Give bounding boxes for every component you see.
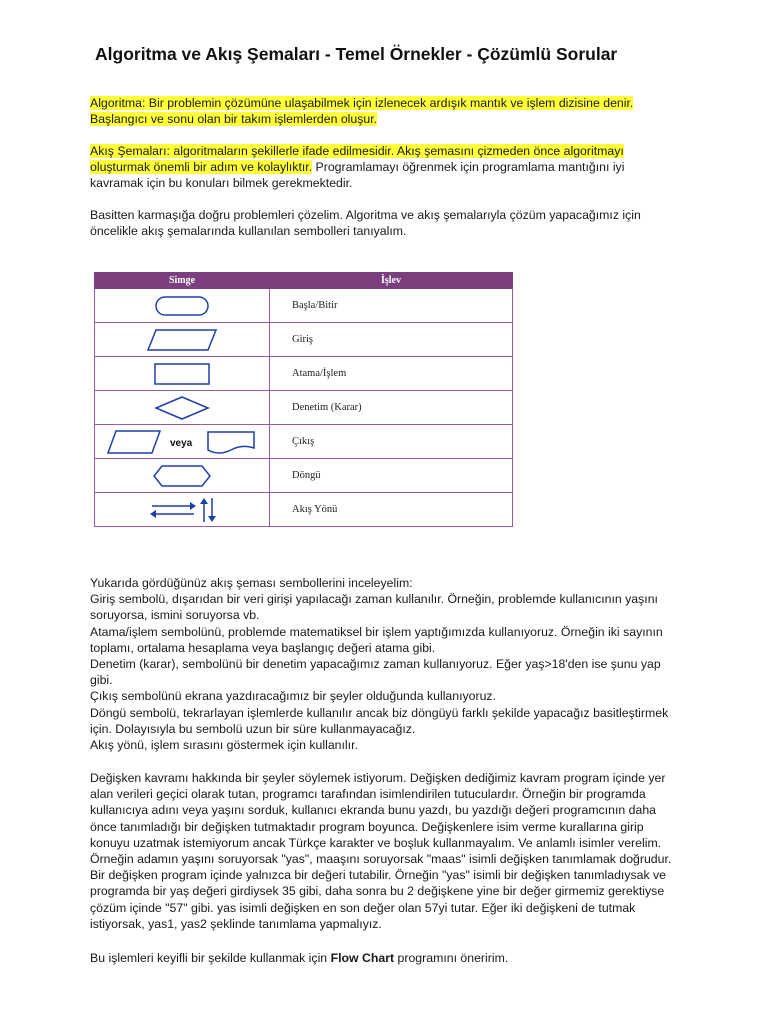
hexagon-icon	[150, 463, 214, 489]
symbol-cell	[95, 289, 270, 323]
explanation-line: Yukarıda gördüğünüz akış şeması sembollerini inceleyelim:	[90, 576, 413, 590]
symbol-cell	[95, 459, 270, 493]
paragraph-text: programını öneririm.	[394, 951, 509, 965]
function-cell: Döngü	[270, 459, 513, 493]
explanation-line: Atama/işlem sembolünü, problemde matematiksel bir işlem yaptığımızda kullanıyoruz. Örneğin iki sayının toplamı, ortalama hesaplama veya başlangıç değeri atama gibi.	[90, 624, 663, 655]
terminal-icon	[152, 294, 212, 318]
explanation-line: Döngü sembolü, tekrarlayan işlemlerde kullanılır ancak biz döngüyü farklı şekilde yapacağız basitleştirmek için. Dolayısıyla bu sembolü uzun bir süre kullanmayacağız.	[90, 705, 669, 736]
paragraph-algoritma	[90, 95, 680, 127]
function-cell: Denetim (Karar)	[270, 391, 513, 425]
parallelogram-icon	[144, 327, 220, 353]
header-symbol: Simge	[95, 273, 270, 289]
flow-chart-name: Flow Chart	[330, 951, 395, 965]
highlighted-text: Algoritma: Bir problemin çözümüne ulaşabilmek için izlenecek ardışık mantık ve işlem dizisine denir. Başlangıcı ve sonu olan bir takım işlemlerden oluşur.	[90, 96, 634, 127]
function-cell: Atama/İşlem	[270, 357, 513, 391]
explanation-line: Denetim (karar), sembolünü bir denetim yapacağımız zaman kullanıyoruz. Eğer yaş>18'den ise şunu yap gibi.	[90, 657, 661, 688]
explanation-line: Giriş sembolü, dışarıdan bir veri girişi yapılacağı zaman kullanılır. Örneğin, problemde kullanıcının yaşını soruyorsa, ismini soruyorsa vb.	[90, 592, 658, 623]
header-function: İşlev	[270, 273, 513, 289]
table-row	[95, 391, 513, 425]
rectangle-icon	[151, 361, 213, 387]
table-row	[95, 493, 513, 527]
function-cell: Giriş	[270, 323, 513, 357]
paragraph-degisken: Değişken kavramı hakkında bir şeyler söylemek istiyorum. Değişken dediğimiz kavram program içinde yer alan verileri geçici olarak tutan, programcı tarafından isimlendirilen tutuculardır. Örneğin bir programda kullanıcıya adını veya yaşını sorduk, kullanıcı ekranda bunu yazdı, bu yazdığı değeri programcının daha önce tanımladığı bir değişken tutmaktadır program boyunca. Değişkenlere isim verme kurallarına girip konuyu uzatmak istemiyorum ancak Türkçe karakter ve boşluk kullanmayalım. Ve anlamlı isimler verelim. Örneğin adamın yaşını soruyorsak "yas", maaşını soruyorsak "maas" isimli değişken tanımlamak doğrudur. Bir değişken program içinde yalnızca bir değeri tutabilir. Örneğin "yas" isimli bir değişken tanımladıysak ve programda bir yaş değeri girdiysek 35 gibi, daha sonra bu 2 değişkene yine bir değer girmemiz gerektiyse çözüm içinde "57" gibi. yas isimli değişken en son değer olan 57yi tutar. Eğer iki değişkeni de tutmak istiyorsak, yas1, yas2 şeklinde tanımlama yapmalıyız.	[90, 771, 672, 931]
highlighted-text: Akış Şemaları: algoritmaların şekillerle ifade edilmesidir. Akış şemasını çizmeden önce algoritmayı oluşturmak önemli bir adım ve kolaylıktır.	[90, 144, 624, 175]
paragraph-akis-semalari	[90, 143, 680, 192]
explanation-line: Akış yönü, işlem sırasını göstermek için kullanılır.	[90, 738, 358, 753]
function-cell: Çıkış	[270, 425, 513, 459]
output-icon	[104, 428, 260, 456]
symbol-cell	[95, 323, 270, 357]
symbol-cell	[95, 357, 270, 391]
symbol-cell	[95, 493, 270, 527]
function-cell: Akış Yönü	[270, 493, 513, 527]
veya-label: veya	[170, 437, 193, 449]
paragraph-basit: Basitten karmaşığa doğru problemleri çözelim. Algoritma ve akış şemalarıyla çözüm yapacağımız için öncelikle akış şemalarında kullanılan sembolleri tanıyalım.	[90, 208, 641, 239]
table-row	[95, 357, 513, 391]
function-cell: Başla/Bitir	[270, 289, 513, 323]
page-title: Algoritma ve Akış Şemaları - Temel Örnekler - Çözümlü Sorular	[95, 44, 618, 64]
explanation-line: Çıkış sembolünü ekrana yazdıracağımız bir şeyler olduğunda kullanıyoruz.	[90, 689, 497, 704]
paragraph-text: Programlamayı öğrenmek için programlama mantığını iyi kavramak için bu konuları bilmek gerekmektedir.	[90, 160, 625, 191]
symbols-table	[94, 272, 513, 522]
table-row	[95, 459, 513, 493]
table-row	[95, 323, 513, 357]
symbol-cell	[95, 391, 270, 425]
table-row	[95, 425, 513, 459]
symbols-explanation	[90, 575, 680, 753]
paragraph-final	[90, 950, 680, 966]
paragraph-text: Bu işlemleri keyifli bir şekilde kullanmak için	[90, 951, 331, 965]
arrows-icon	[146, 496, 218, 524]
diamond-icon	[154, 395, 210, 421]
symbol-cell	[95, 425, 270, 459]
table-row	[95, 289, 513, 323]
